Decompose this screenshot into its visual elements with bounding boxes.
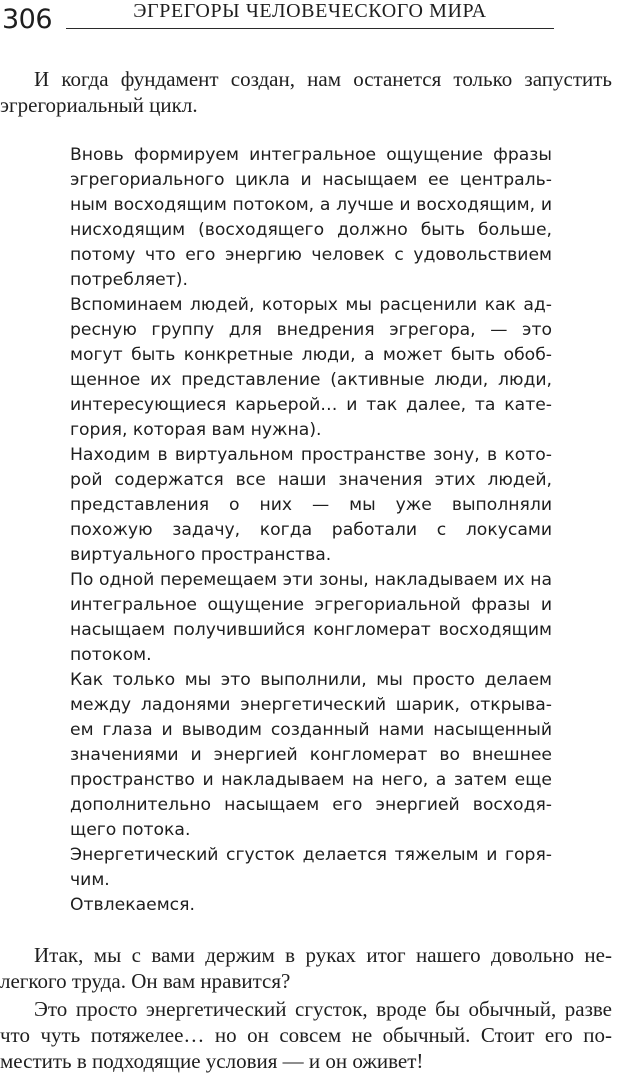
step-paragraph: Как только мы это выполнили, мы просто делаем между ладонями энергетический шарик, открываем глаза и выводим созданный нами насыщенный значениями и энергией конгломерат во внешнее пространство и накладываем на него, а затем еще дополнительно насыщаем его энергией восходящего потока. (70, 670, 552, 840)
step-paragraph: Отвлекаемся. (70, 895, 195, 915)
closing-paragraph: Это просто энергетический сгусток, вроде бы обычный, разве что чуть потяжелее… но он совсем не обычный. Стоит его поместить в подходящие условия — и он оживет! (0, 997, 612, 1073)
running-head: ЭГРЕГОРЫ ЧЕЛОВЕЧЕСКОГО МИРА (133, 0, 487, 22)
step-paragraph: Находим в виртуальном пространстве зону, в которой содержатся все наши значения этих людей, представления о них — мы уже выполняли похожую задачу, когда работали с локусами виртуального пространства. (70, 445, 552, 565)
exercise-steps (70, 143, 552, 918)
page-number: 306 (2, 4, 53, 35)
step-paragraph: Энергетический сгусток делается тяжелым и горячим. (70, 845, 552, 890)
step-paragraph: Вспоминаем людей, которых мы расценили как адресную группу для внедрения эгрегора, — это могут быть конкретные люди, а может быть обобщенное их представление (активные люди, люди, интересующиеся карьерой… и так далее, та категория, которая вам нужна). (70, 295, 552, 440)
step-paragraph: По одной перемещаем эти зоны, накладываем их на интегральное ощущение эгрегориальной фразы и насыщаем получившийся конгломерат восходящим потоком. (70, 570, 552, 665)
header-rule (66, 28, 554, 29)
closing-paragraph: Итак, мы с вами держим в руках итог нашего довольно нелегкого труда. Он вам нравится? (0, 943, 612, 993)
intro-paragraph: И когда фундамент создан, нам останется только запустить эгрегориальный цикл. (0, 67, 612, 117)
step-paragraph: Вновь формируем интегральное ощущение фразы эгрегориального цикла и насыщаем ее центральным восходящим потоком, а лучше и восходящим, и нисходящим (восходящего должно быть больше, потому что его энергию человек с удовольствием потребляет). (70, 145, 552, 290)
